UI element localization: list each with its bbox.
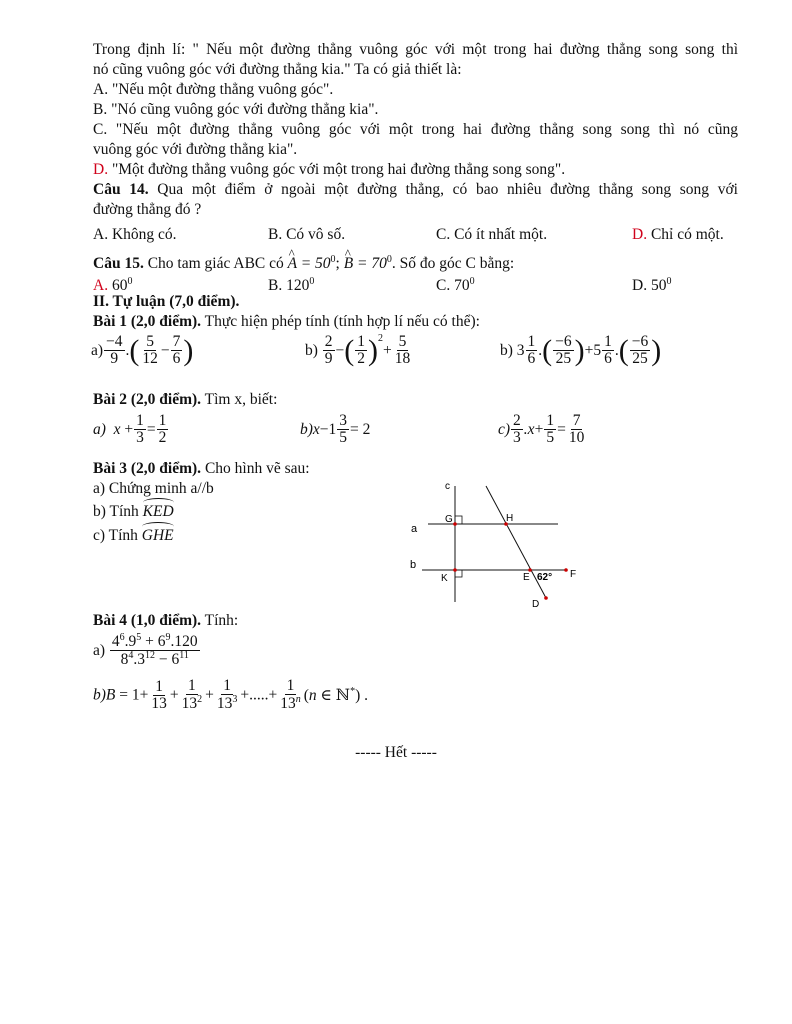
intro-line-1: Trong định lí: " Nếu một đường thẳng vuông góc với một trong hai đường thẳng song song thì	[93, 41, 738, 58]
q14-line-1	[93, 180, 738, 199]
q14-option-c: C. Có ít nhất một.	[436, 226, 548, 243]
bai1-expr-a: a) $\frac{-4}{9}$ .( $\frac{5}{12}$ − $\frac{7}{6}$ )	[91, 333, 194, 368]
bai1-label: Bài 1 (2,0 điểm).	[93, 313, 202, 330]
q14-option-a: A. Không có.	[93, 226, 177, 243]
label-h: H	[506, 513, 514, 524]
q15-option-c-deg: 0	[469, 276, 475, 287]
label-g: G	[445, 514, 453, 525]
q15-option-b-value: B. 120	[268, 277, 310, 295]
part2-title: II. Tự luận (7,0 điểm).	[93, 293, 240, 310]
angle-ked: KED	[142, 503, 174, 520]
q15-angle-b: ^ B = 70	[344, 254, 387, 273]
bai3-item-c-text: c) Tính	[93, 527, 142, 544]
geometry-figure	[400, 476, 590, 616]
q14-option-d-text: Chỉ có một.	[647, 226, 724, 243]
bai2-expr-c: c) $\frac{2}{3}$ .x+ $\frac{1}{5}$ = $\frac{7}{10}$	[498, 412, 585, 447]
label-angle: 62°	[537, 572, 553, 583]
q15-option-b-deg: 0	[309, 276, 315, 287]
option-d	[93, 160, 738, 179]
q15-option-a-deg: 0	[127, 276, 133, 287]
bai3-item-c	[93, 526, 174, 545]
q15-label: Câu 15.	[93, 255, 144, 273]
bai1-expr-c: b) 3 $\frac{1}{6}$ .( $\frac{-6}{25}$ )+5 $\frac{1}{6}$ .( $\frac{-6}{25}$ )	[500, 333, 662, 368]
bai1-text: Thực hiện phép tính (tính hợp lí nếu có thể):	[201, 313, 480, 330]
bai3-item-b-text: b) Tính	[93, 503, 143, 520]
option-b: B. "Nó cũng vuông góc với đường thẳng kia".	[93, 101, 379, 118]
option-d-letter: D.	[93, 161, 109, 178]
q14-option-d-letter: D.	[632, 226, 648, 243]
bai2-label: Bài 2 (2,0 điểm).	[93, 391, 202, 408]
bai2-text: Tìm x, biết:	[201, 391, 278, 408]
label-e: E	[523, 572, 530, 583]
q14-option-d	[632, 225, 724, 244]
label-b: b	[410, 559, 417, 571]
bai4-heading	[93, 611, 238, 630]
label-k: K	[441, 573, 448, 584]
option-d-text: "Một đường thẳng vuông góc với một trong hai đường thẳng song song".	[108, 161, 566, 178]
q15-option-a-letter: A.	[93, 277, 109, 295]
bai4-text: Tính:	[201, 612, 239, 629]
q14-text-1: Qua một điểm ở ngoài một đường thẳng, có bao nhiêu đường thẳng song song với	[148, 181, 738, 198]
q15-option-a-value: 60	[108, 277, 128, 295]
q14-line-2: đường thẳng đó ?	[93, 201, 202, 218]
q14-option-b: B. Có vô số.	[268, 226, 346, 243]
bai1-expr-b: b) $\frac{2}{9}$ −( $\frac{1}{2}$ )$^2$+ $\frac{5}{18}$	[305, 333, 411, 368]
bai4-expr-a: a) $\frac{4^6.9^5 + 6^9.120}{8^4.3^{12} - 6^{11}}$	[93, 632, 198, 669]
option-a: A. "Nếu một đường thẳng vuông góc".	[93, 81, 334, 98]
bai3-item-b	[93, 502, 174, 521]
q15-deg-2: 0	[386, 254, 392, 265]
q15-text-pre: Cho tam giác ABC có	[143, 255, 288, 273]
option-c-line-2: vuông góc với đường thẳng kia".	[93, 141, 298, 158]
label-a: a	[411, 523, 418, 535]
q15-option-d-value: D. 50	[632, 277, 667, 295]
intro-line-2: nó cũng vuông góc với đường thẳng kia." Ta có giả thiết là:	[93, 61, 462, 78]
point-d	[544, 596, 548, 600]
label-c: c	[445, 481, 450, 492]
bai4-label: Bài 4 (1,0 điểm).	[93, 612, 202, 629]
bai2-expr-b: b)x−1 $\frac{3}{5}$ = 2	[300, 412, 371, 447]
bai3-text: Cho hình vẽ sau:	[201, 460, 310, 477]
bai3-heading	[93, 459, 310, 478]
option-c-line-1: C. "Nếu một đường thẳng vuông góc với một trong hai đường thẳng song song thì nó cũng	[93, 121, 738, 138]
q15-option-c	[436, 272, 475, 295]
footer: ----- Hết -----	[355, 744, 437, 761]
q14-label: Câu 14.	[93, 181, 149, 198]
label-d: D	[532, 599, 540, 610]
point-g	[453, 522, 457, 526]
q15-text-post: . Số đo góc C bằng:	[391, 255, 515, 273]
bai2-expr-a: a) x + $\frac{1}{3}$ = $\frac{1}{2}$	[93, 412, 167, 447]
bai3-label: Bài 3 (2,0 điểm).	[93, 460, 202, 477]
point-f	[564, 568, 568, 572]
q15-option-d	[632, 272, 671, 295]
q15-option-b	[268, 272, 314, 295]
q15-option-c-value: C. 70	[436, 277, 470, 295]
q15-deg-1: 0	[330, 254, 336, 265]
bai4-expr-b: b)B = 1+ $\frac{1}{13}$ + $\frac{1}{13^2}$ + $\frac{1}{13^3}$ +.....+ $\frac{1}{13^n}$ (n ∈ ℕ*) .	[93, 677, 368, 713]
q15-line	[93, 250, 514, 273]
q15-option-d-deg: 0	[666, 276, 672, 287]
label-f: F	[570, 569, 577, 580]
angle-ghe: GHE	[141, 527, 174, 544]
bai2-heading	[93, 390, 277, 409]
bai3-item-a: a) Chứng minh a//b	[93, 480, 214, 497]
q15-angle-a: ^ A = 50	[288, 254, 331, 273]
point-k	[453, 568, 457, 572]
q15-sep: ;	[335, 255, 344, 273]
bai1-heading	[93, 312, 480, 331]
